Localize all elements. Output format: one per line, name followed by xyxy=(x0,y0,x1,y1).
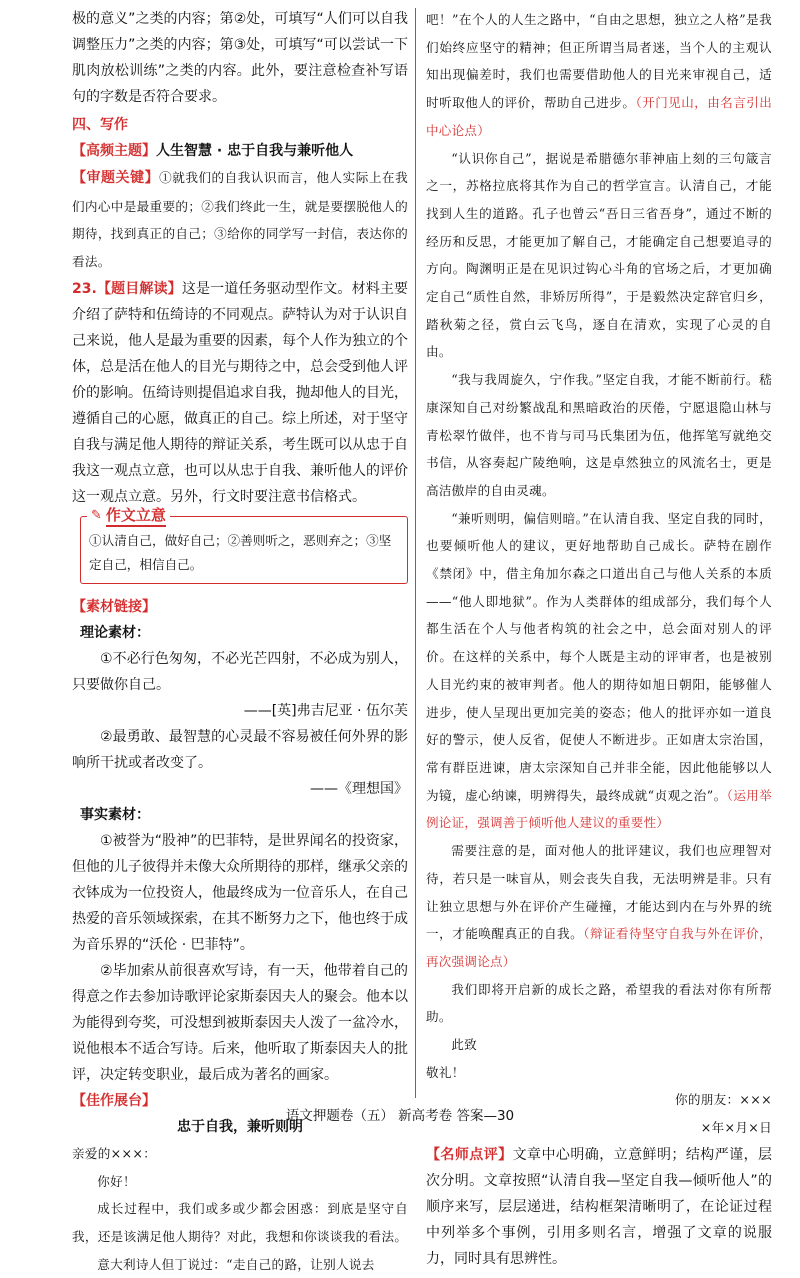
fact-1: ①被誉为“股神”的巴菲特，是世界闻名的投资家，但他的儿子彼得并未像大众所期待的那样，继承父亲的衣钵成为一位投资人，他最终成为一位音乐人，在自己热爱的音乐领域探索，在其不断努力之下，他也终于成为音乐界的“沃伦 · 巴菲特”。 xyxy=(72,832,408,953)
essay-paragraph-3: “认识你自己”，据说是希腊德尔菲神庙上刻的三句箴言之一，苏格拉底将其作为自己的哲学宣言。认清自己，才能找到人生的道路。孔子也曾云“吾日三省吾身”，通过不断的经历和反思，才能更加了解自己，才能确定自己想要追寻的方向。陶渊明正是在见识过钩心斗角的官场之后，才更加确定自己“质性自然，非矫厉所得”，于是毅然决定辞官归乡，踏秋菊之径，赏白云飞鸟，逐自在清欢，实现了心灵的自由。 xyxy=(426,150,772,360)
essay-title: 忠于自我，兼听则明 xyxy=(177,1118,303,1135)
question-number: 23. xyxy=(72,280,97,297)
column-divider xyxy=(415,8,416,1098)
annotation-1: （开门见山，由名言引出中心论点） xyxy=(426,95,772,138)
essay-intent-title xyxy=(87,506,170,526)
essay-greeting: 你好！ xyxy=(97,1173,136,1189)
essay-paragraph-5: “兼听则明，偏信则暗。”在认清自我、坚定自我的同时，也要倾听他人的建议，更好地帮助自己成长。萨特在剧作《禁闭》中，借主角加尔森之口道出自己与他人关系的本质——“他人即地狱”。作为人类群体的组成部分，我们每个人都生活在个人与他者构筑的社会之中，总会面对别人的评价。在这样的关系中，每个人既是主动的评审者，也是被别人目光约束的被审判者。他人的期待如旭日朝阳，能够催人进步，使人呈现出更加完美的姿态；他人的批评亦如一道良好的警示，使人反省，促使人不断进步。正如唐太宗治国，常有群臣进谏，唐太宗深知自己并非全能，因此他能够以人为镜，虚心纳谏，明辨得失，最终成就“贞观之治”。（运用举例论证，强调善于倾听他人建议的重要性） xyxy=(426,510,773,831)
essay-paragraph-2-start: 意大利诗人但丁说过：“走自己的路，让别人说去 xyxy=(97,1256,375,1272)
topic-line xyxy=(72,138,408,164)
letter-date: ×年×月×日 xyxy=(700,1120,772,1136)
teacher-comment-text: 文章中心明确，立意鲜明；结构严谨，层次分明。文章按照“认清自我—坚定自我—倾听他人”的顺序来写，层层递进，结构框架清晰明了，在论证过程中列举多个事例，引用多则名言，增强了文章的说服力，同时具有思辨性。 xyxy=(426,1146,772,1267)
essay-salutation: 亲爱的×××： xyxy=(72,1145,157,1161)
annotation-2: （运用举例论证，强调善于倾听他人建议的重要性） xyxy=(426,787,773,831)
teacher-comment-tag: 【名师点评】 xyxy=(426,1146,513,1163)
topic-tag: 【高频主题】 xyxy=(72,143,156,159)
theory-quote-2: ②最勇敢、最智慧的心灵最不容易被任何外界的影响所干扰或者改变了。 xyxy=(72,728,408,771)
annotation-3: （辩证看待坚守自我与外在评价，再次强调论点） xyxy=(426,926,772,969)
theory-source-1: ——[英]弗吉尼亚 · 伍尔芙 xyxy=(243,702,408,719)
section-heading-writing: 四、写作 xyxy=(72,117,128,133)
material-tag: 【素材链接】 xyxy=(72,598,156,615)
topic-text: 人生智慧 · 忠于自我与兼听他人 xyxy=(156,143,354,159)
paragraph-continued: 极的意义”之类的内容；第②处，可填写“人们可以自我调整压力”之类的内容；第③处，可填写“可以尝试一下肌肉放松训练”之类的内容。此外，要注意检查补写语句的字数是否符合要求。 xyxy=(72,11,408,105)
showcase-tag: 【佳作展台】 xyxy=(72,1092,156,1109)
question-interpret-text: 这是一道任务驱动型作文。材料主要介绍了萨特和伍绮诗的不同观点。萨特认为对于认识自己来说，他人是最为重要的因素，每个人作为独立的个体，总是活在他人的目光与期待之中，总会受到他人评价的影响。伍绮诗则提倡追求自我，抛却他人的目光，遵循自己的心愿，做真正的自己。综上所述，对于坚守自我与满足他人期待的辩证关系，考生既可以从忠于自我这一观点立意，也可以从忠于自我、兼听他人的评价这一观点立意。另外，行文时要注意书信格式。 xyxy=(72,280,409,505)
pen-icon: ✎ xyxy=(91,508,102,524)
closing-line-1: 此致 xyxy=(451,1037,477,1053)
review-key-tag: 【审题关键】 xyxy=(72,170,160,186)
right-column xyxy=(426,6,772,1272)
theory-source-2: ——《理想国》 xyxy=(310,780,408,797)
essay-paragraph-6: 需要注意的是，面对他人的批评建议，我们也应理智对待，若只是一味盲从，则会丧失自我，无法明辨是非。只有让独立思想与外在评价产生碰撞，才能达到内在与外界的统一，才能唤醒真正的自我。（辩证看待坚守自我与外在评价，再次强调论点） xyxy=(426,843,772,969)
page-footer: 语文押题卷（五） 新高考卷 答案—30 xyxy=(285,1108,515,1124)
question-interpret-tag: 【题目解读】 xyxy=(96,280,182,297)
essay-paragraph-4: “我与我周旋久，宁作我。”坚定自我，才能不断前行。嵇康深知自己对纷繁战乱和黑暗政治的厌倦，宁愿退隐山林与青松翠竹做伴，也不肯与司马氏集团为伍，他挥笔写就绝交书信，从容奏起广陵绝响，这是卓然独立的风流名士，更是高洁傲岸的自由灵魂。 xyxy=(426,372,772,498)
essay-intent-label: 作文立意 xyxy=(106,504,166,527)
teacher-comment xyxy=(426,1142,772,1272)
review-key-text: ①就我们的自我认识而言，他人实际上在我们内心中是最重要的；②我们终此一生，就是要摆脱他人的期待，找到真正的自己；③给你的同学写一封信，表达你的看法。 xyxy=(72,170,408,270)
fact-2: ②毕加索从前很喜欢写诗，有一天，他带着自己的得意之作去参加诗歌评论家斯泰因夫人的聚会。他本以为能得到夸奖，可没想到被斯泰因夫人泼了一盆冷水，说他根本不适合写诗。后来，他听取了斯泰因夫人的批评，决定转变职业，最后成为著名的画家。 xyxy=(72,962,408,1083)
essay-paragraph-1: 成长过程中，我们或多或少都会困惑：到底是坚守自我，还是该满足他人期待？对此，我想和你谈谈我的看法。 xyxy=(72,1201,408,1244)
fact-label: 事实素材： xyxy=(80,806,150,823)
essay-paragraph-2-end: 吧！”在个人的人生之路中，“自由之思想，独立之人格”是我们始终应坚守的精神；但正所谓当局者迷，当个人的主观认知出现偏差时，我们也需要借助他人的目光来审视自己，适时听取他人的评价，帮助自己进步。（开门见山，由名言引出中心论点） xyxy=(426,12,772,138)
left-column xyxy=(72,6,408,1278)
essay-intent-text: ①认清自己，做好自己；②善则听之，恶则弃之；③坚定自己，相信自己。 xyxy=(89,532,392,572)
essay-paragraph-7: 我们即将开启新的成长之路，希望我的看法对你有所帮助。 xyxy=(426,981,772,1025)
theory-label: 理论素材： xyxy=(80,624,150,641)
closing-line-2: 敬礼！ xyxy=(426,1064,465,1080)
signature: 你的朋友：××× xyxy=(674,1092,772,1108)
theory-quote-1: ①不必行色匆匆，不必光芒四射，不必成为别人，只要做你自己。 xyxy=(72,650,408,693)
review-key xyxy=(72,164,408,276)
essay-intent-box xyxy=(80,506,408,584)
question-23 xyxy=(72,276,408,510)
